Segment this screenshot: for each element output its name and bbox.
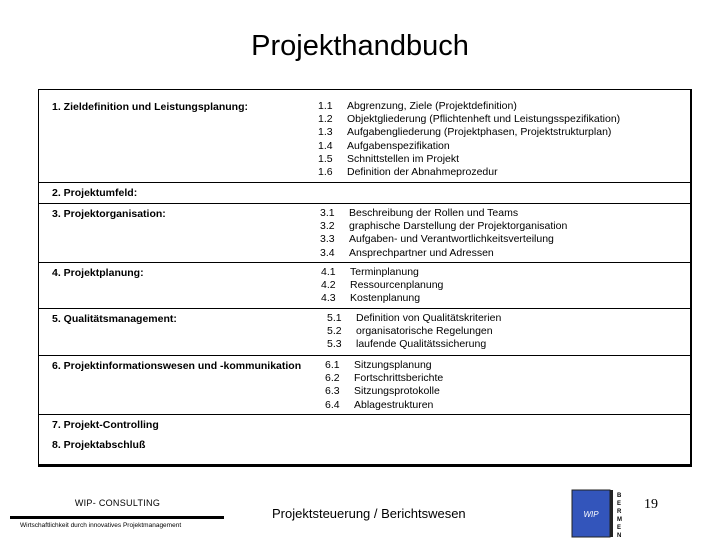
item-number: 1.1 [318,100,333,112]
item-number: 5.1 [327,312,342,324]
item-text: Ansprechpartner und Adressen [349,246,494,259]
company-name: WIP- CONSULTING [74,498,161,508]
company-block [10,498,225,529]
item-text: Beschreibung der Rollen und Teams [349,207,519,219]
page-number: 19 [644,497,658,512]
item-number: 1.4 [318,139,333,152]
item-number: 5.3 [327,338,342,351]
divider [38,262,690,263]
item-text: Definition der Abnahmeprozedur [347,166,498,179]
item-number: 4.1 [321,266,336,278]
item-number: 6.1 [325,359,340,371]
item-text: Ablagestrukturen [354,398,434,411]
item-text: Fortschrittsberichte [354,372,444,385]
item-text: Objektgliederung (Pflichtenheft und Leistungsspezifikation) [347,113,621,126]
section-heading: 7. Projekt-Controlling [52,419,159,431]
list-item [320,233,567,246]
item-number: 3.1 [320,207,335,219]
footer-topic: Projektsteuerung / Berichtswesen [272,506,466,521]
list-item [325,399,443,412]
section-heading: 5. Qualitätsmanagement: [52,313,177,325]
item-number: 1.6 [318,166,333,179]
list-item [320,207,567,220]
svg-text:WIP: WIP [583,510,599,519]
item-number: 6.3 [325,385,340,398]
item-number: 4.2 [321,279,336,292]
section-heading: 4. Projektplanung: [52,267,144,279]
divider [38,203,690,204]
item-number: 1.2 [318,113,333,126]
item-number: 6.2 [325,372,340,385]
section-items [321,266,443,306]
list-item [318,166,620,179]
list-item [321,266,443,279]
item-text: Definition von Qualitätskriterien [356,312,502,324]
section-items [327,312,501,352]
list-item [327,325,501,338]
list-item [325,372,443,385]
list-item [318,153,620,166]
item-text: Aufgabengliederung (Projektphasen, Projektstrukturplan) [347,126,612,139]
item-number: 1.5 [318,152,333,165]
divider [38,355,690,356]
item-text: Aufgaben- und Verantwortlichkeitsverteilung [349,233,554,246]
item-number: 3.4 [320,246,335,259]
list-item [325,359,443,372]
list-item [321,279,443,292]
section-heading: 3. Projektorganisation: [52,208,166,220]
list-item [325,385,443,398]
list-item [327,338,501,351]
item-number: 3.2 [320,220,335,233]
footer-rule [10,516,224,519]
svg-text:B E R M E: B E R M E N [617,493,622,538]
list-item [318,113,620,126]
list-item [318,100,620,113]
item-text: Terminplanung [350,266,419,278]
item-number: 4.3 [321,292,336,305]
list-item [320,247,567,260]
list-item [321,292,443,305]
section-items [320,207,567,260]
section-items [325,359,443,412]
item-number: 1.3 [318,126,333,139]
item-text: organisatorische Regelungen [356,325,493,338]
section-heading: 8. Projektabschluß [52,439,146,451]
item-text: Ressourcenplanung [350,279,444,292]
divider [38,182,690,183]
item-text: Aufgabenspezifikation [347,139,450,152]
item-text: graphische Darstellung der Projektorganisation [349,220,568,233]
page-title: Projekthandbuch [251,30,469,62]
item-text: Sitzungsprotokolle [354,385,440,398]
divider [38,308,690,309]
item-number: 3.3 [320,233,335,246]
list-item [327,312,501,325]
company-tagline: Wirtschaftlichkeit durch innovatives Projektmanagement [20,522,182,529]
item-text: Kostenplanung [350,292,421,305]
section-heading: 6. Projektinformationswesen und -kommunikation [52,360,302,372]
section-heading: 1. Zieldefinition und Leistungsplanung: [52,101,248,113]
divider [38,414,690,415]
item-text: Abgrenzung, Ziele (Projektdefinition) [347,100,517,112]
item-text: Sitzungsplanung [354,359,432,371]
list-item [318,126,620,139]
section-items [318,100,620,179]
wip-logo-icon [570,488,640,538]
list-item [320,220,567,233]
item-text: laufende Qualitätssicherung [356,338,487,351]
item-number: 6.4 [325,398,340,411]
item-number: 5.2 [327,325,342,338]
item-text: Schnittstellen im Projekt [347,152,460,165]
list-item [318,140,620,153]
section-heading: 2. Projektumfeld: [52,187,138,199]
